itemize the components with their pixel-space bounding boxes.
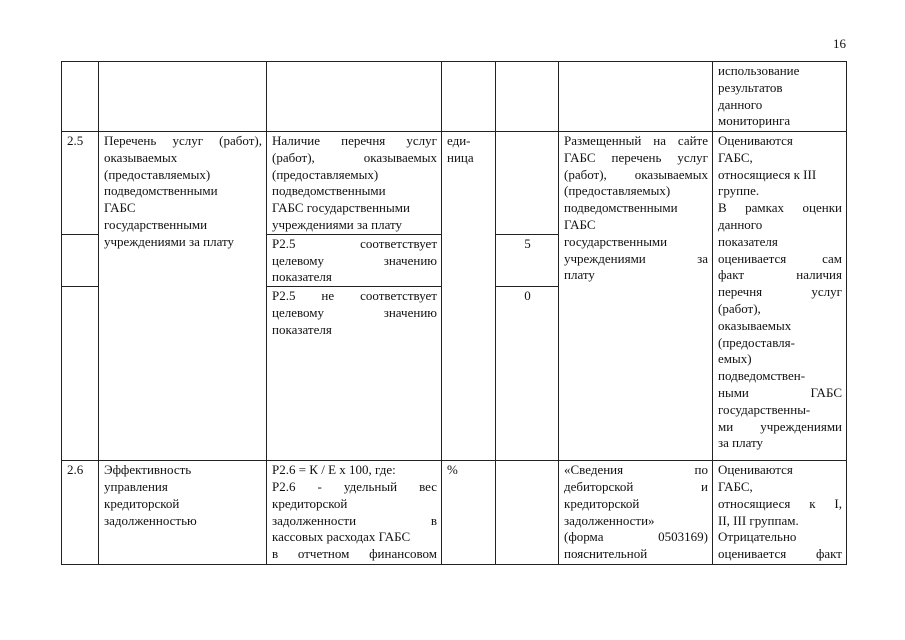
text-line: целевому значению: [272, 252, 437, 268]
cell-note: [713, 62, 847, 132]
text-line: Оцениваются: [718, 462, 793, 478]
cell-name: [99, 62, 267, 132]
text-line: (форма 0503169): [564, 529, 708, 545]
text-line: Оцениваются: [718, 133, 793, 148]
text-line: государственными: [104, 216, 208, 232]
text-line: Эффективность: [104, 462, 192, 478]
text-line: (предоставля-: [718, 334, 795, 350]
text-line: ница: [447, 149, 474, 165]
text-line: перечня услуг: [718, 284, 842, 300]
text-line: еди-: [447, 133, 471, 148]
text-line: кредиторской: [104, 495, 180, 511]
cell-criteria: [267, 132, 442, 235]
cell-unit: [442, 62, 496, 132]
cell-score: [496, 62, 559, 132]
cell-num: 2.6: [62, 461, 99, 565]
text-line: показателя: [272, 269, 332, 285]
text-line: целевому значению: [272, 304, 437, 320]
text-line: ГАБС: [564, 216, 596, 232]
text-line: ГАБС,: [718, 478, 753, 494]
text-line: Р2.5 соответствует: [272, 235, 437, 251]
cell-note: [713, 132, 847, 461]
text-line: Перечень услуг (работ),: [104, 133, 262, 148]
cell-num: [62, 62, 99, 132]
text-line: (работ), оказываемых: [564, 166, 708, 182]
text-line: относящиеся к III: [718, 166, 817, 182]
text-line: Р2.6 = К / Е х 100, где:: [272, 462, 396, 478]
text-line: кассовых расходах ГАБС: [272, 529, 411, 545]
text-line: подведомствен-: [718, 368, 806, 384]
cell-num: 2.5: [62, 132, 99, 235]
text-line: управления: [104, 478, 168, 494]
cell-note: [713, 461, 847, 565]
text-line: В рамках оценки: [718, 200, 842, 216]
text-line: ГАБС: [104, 200, 136, 216]
page-number: 16: [833, 36, 846, 51]
text-line: относящиеся к I,: [718, 495, 842, 511]
text-line: группе.: [718, 183, 760, 199]
text-line: факт наличия: [718, 267, 842, 283]
cell-name: [99, 461, 267, 565]
cell-unit: [442, 132, 496, 461]
cell-source: [559, 461, 713, 565]
text-line: «Сведения по: [564, 462, 708, 478]
cell-score: 0: [496, 287, 559, 461]
text-line: пояснительной: [564, 546, 648, 562]
cell-num: [62, 234, 99, 286]
text-line: дебиторской и: [564, 478, 708, 494]
text-line: Р2.5 не соответствует: [272, 288, 437, 304]
text-line: (работ),: [718, 300, 761, 316]
text-line: данного: [718, 96, 763, 112]
text-line: (предоставляемых): [564, 183, 671, 199]
text-line: оценивается сам: [718, 250, 842, 266]
cell-criteria: [267, 461, 442, 565]
text-line: ми учреждениями: [718, 418, 842, 434]
text-line: кредиторской: [564, 495, 640, 511]
text-line: мониторинга: [718, 113, 791, 129]
text-line: государственны-: [718, 401, 811, 417]
text-line: за плату: [718, 435, 764, 451]
indicator-table: [61, 61, 847, 565]
text-line: государственными: [564, 233, 668, 249]
table-row-2-5: [62, 132, 847, 235]
text-line: учреждениями за плату: [104, 233, 235, 249]
text-line: результатов: [718, 79, 783, 95]
text-line: плату: [564, 267, 595, 283]
text-line: учреждениями за: [564, 250, 708, 266]
text-line: задолженностью: [104, 512, 197, 528]
cell-num: [62, 287, 99, 461]
text-line: оценивается факт: [718, 546, 842, 562]
text-line: (работ), оказываемых: [272, 149, 437, 165]
text-line: показателя: [718, 233, 778, 249]
cell-score: [496, 461, 559, 565]
text-line: в отчетном финансовом: [272, 546, 437, 562]
cell-score: 5: [496, 234, 559, 286]
text-line: кредиторской: [272, 495, 348, 511]
text-line: подведомственными: [104, 183, 218, 199]
text-line: Наличие перечня услуг: [272, 133, 437, 148]
text-line: емых): [718, 351, 752, 367]
text-line: (предоставляемых): [104, 166, 211, 182]
text-line: Размещенный на сайте: [564, 133, 708, 148]
text-line: данного: [718, 216, 763, 232]
cell-source: [559, 132, 713, 461]
text-line: задолженности в: [272, 512, 437, 528]
text-line: оказываемых: [104, 149, 178, 165]
text-line: задолженности»: [564, 512, 655, 528]
table-row-continuation: [62, 62, 847, 132]
cell-criteria: [267, 62, 442, 132]
cell-score: [496, 132, 559, 235]
table-row-2-6: [62, 461, 847, 565]
cell-criteria: [267, 234, 442, 286]
cell-source: [559, 62, 713, 132]
text-line: подведомственными: [564, 200, 678, 216]
text-line: Р2.6 - удельный вес: [272, 478, 437, 494]
cell-name: [99, 132, 267, 461]
text-line: подведомственными: [272, 183, 386, 199]
cell-unit: %: [442, 461, 496, 565]
text-line: оказываемых: [718, 317, 792, 333]
text-line: ГАБС перечень услуг: [564, 149, 708, 165]
text-line: ГАБС государственными: [272, 200, 410, 216]
text-line: использование: [718, 63, 800, 78]
text-line: ГАБС,: [718, 149, 753, 165]
text-line: II, III группам.: [718, 512, 799, 528]
text-line: учреждениями за плату: [272, 216, 403, 232]
cell-criteria: [267, 287, 442, 461]
text-line: Отрицательно: [718, 529, 797, 545]
text-line: показателя: [272, 321, 332, 337]
text-line: ными ГАБС: [718, 384, 842, 400]
text-line: (предоставляемых): [272, 166, 379, 182]
